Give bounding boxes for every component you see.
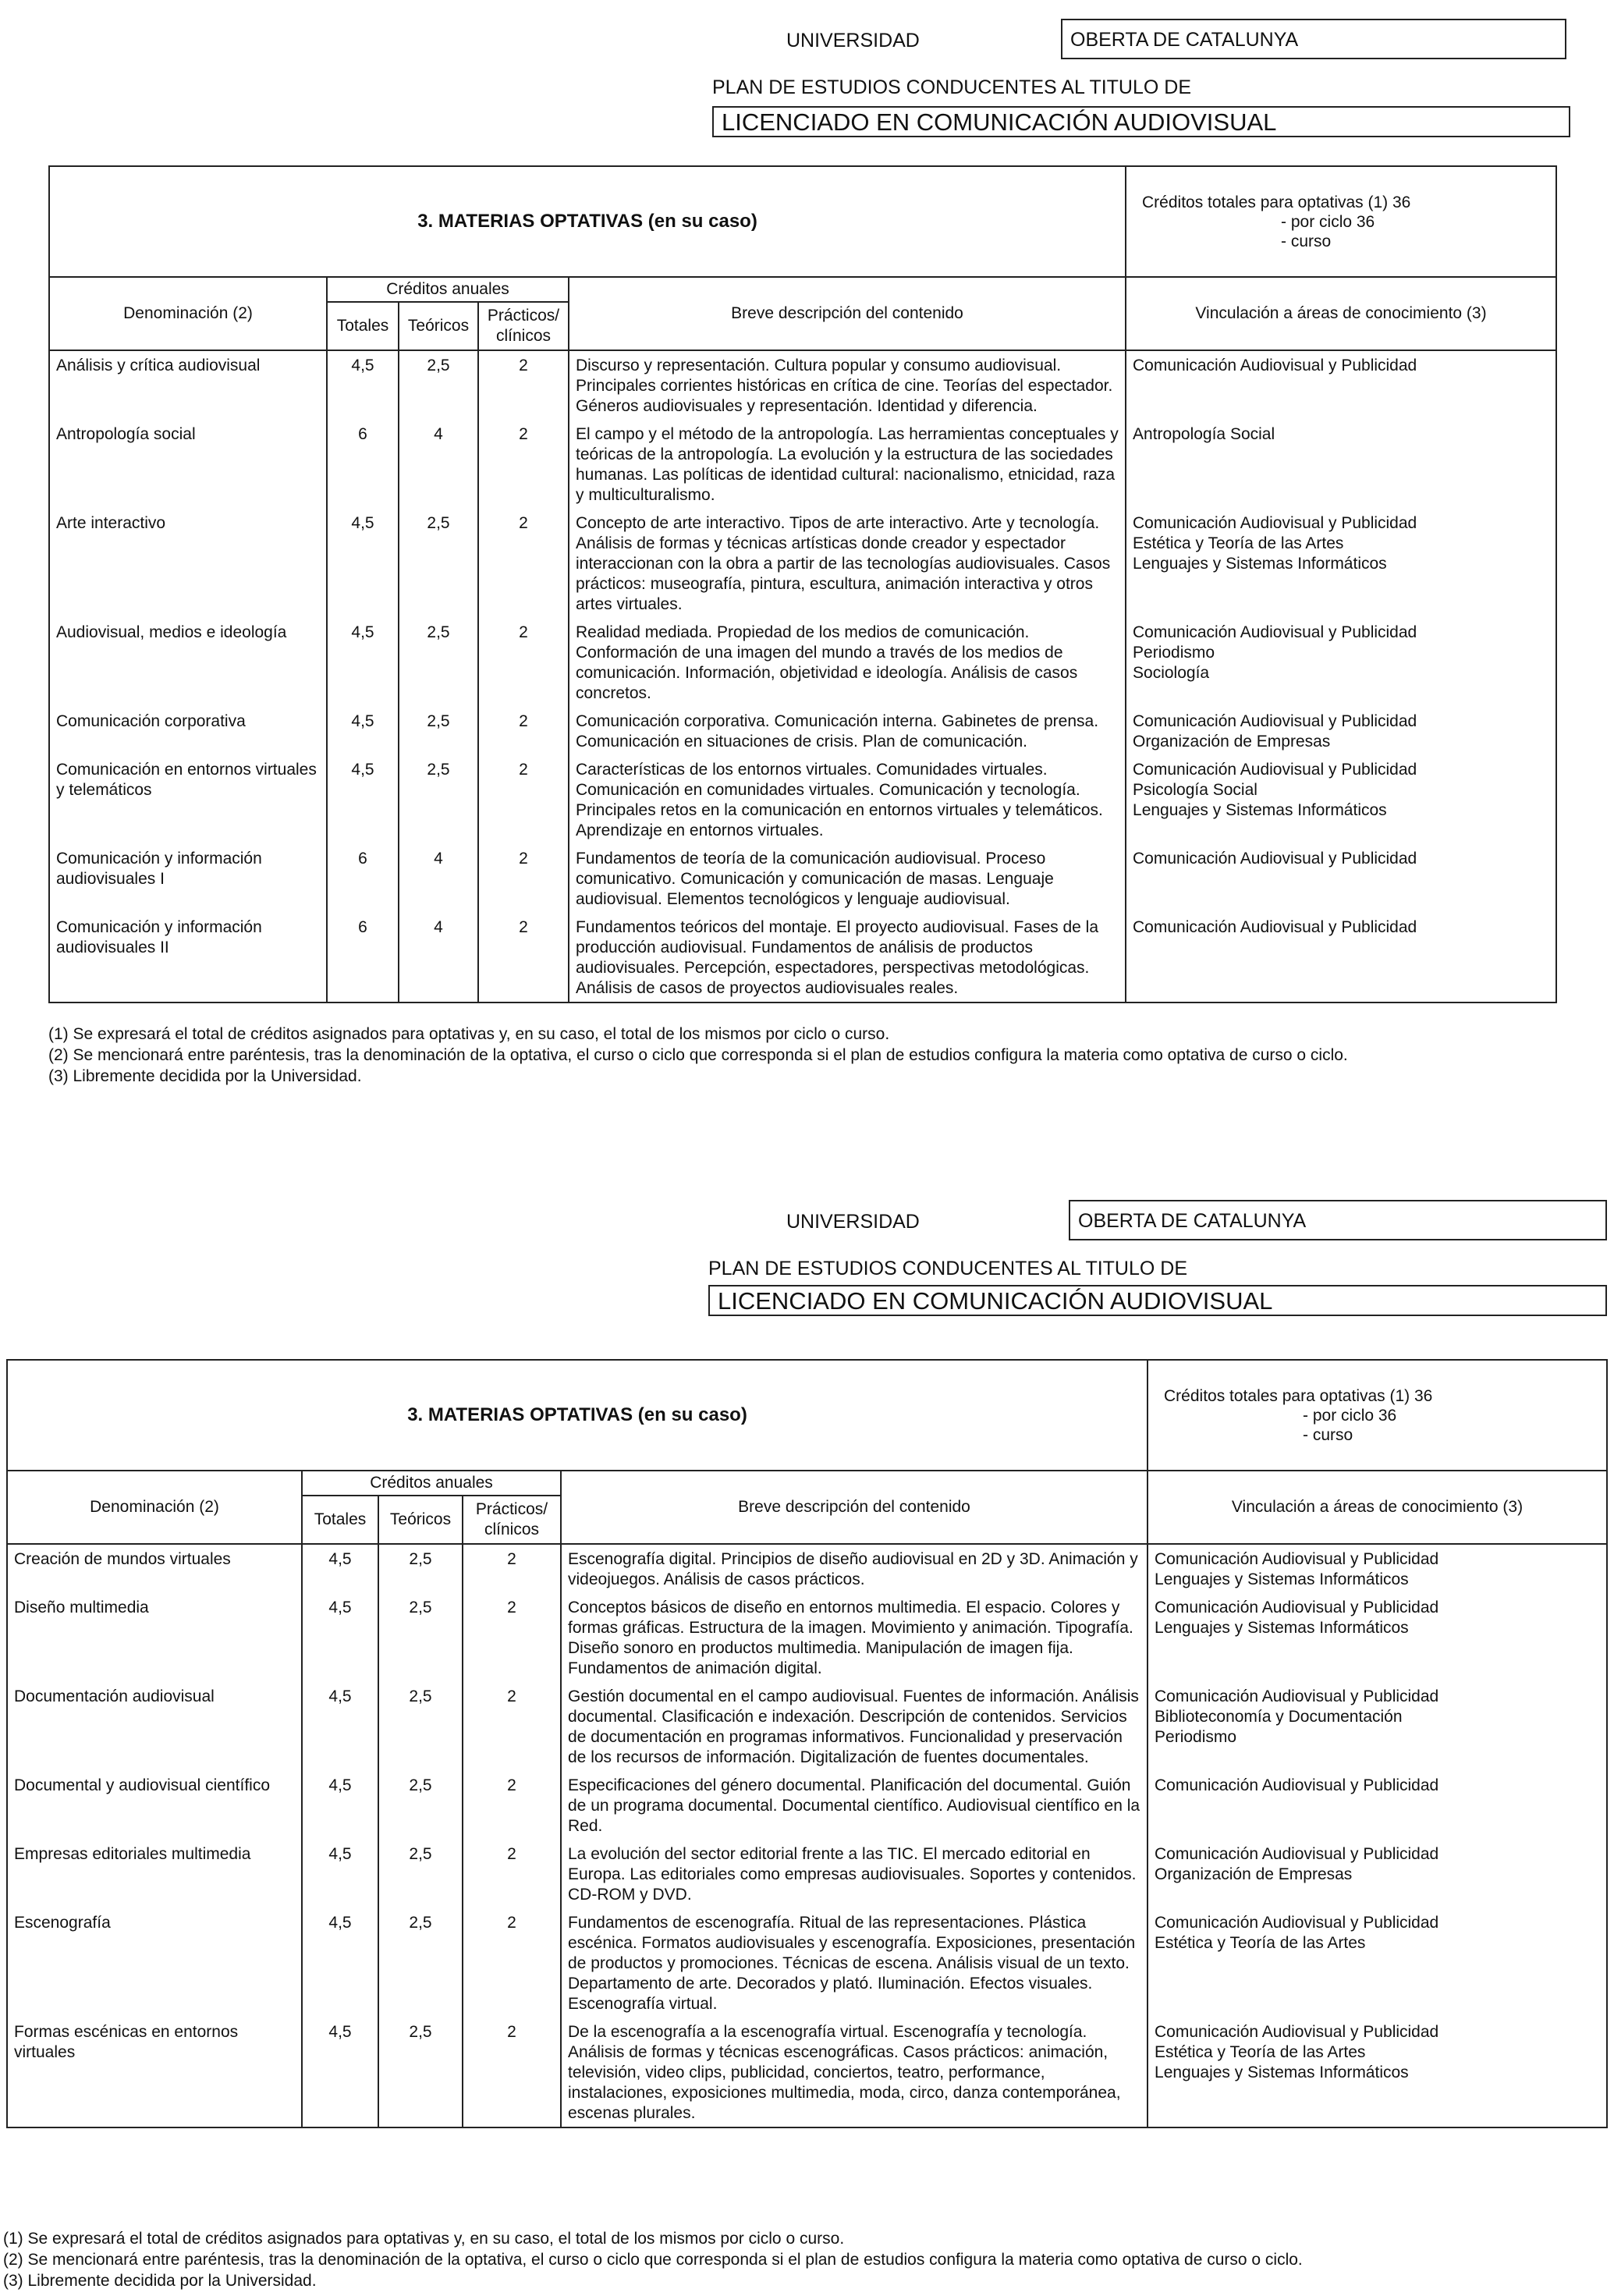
credit-totals-line3: - curso bbox=[1303, 1425, 1353, 1444]
cell-descripcion: El campo y el método de la antropología. Las herramientas conceptuales y teóricas de la antropología. La evolución y la estructura de las sociedades humanas. Las políticas de identidad cultural: nacionalismo, etnicidad, raza y multiculturalismo. bbox=[569, 420, 1126, 509]
cell-totales: 6 bbox=[327, 420, 399, 509]
table-row bbox=[7, 1771, 1607, 1840]
table-row bbox=[49, 420, 1556, 509]
cell-totales: 4,5 bbox=[302, 1771, 378, 1840]
table-row bbox=[49, 509, 1556, 618]
cell-practicos: 2 bbox=[463, 1771, 561, 1840]
cell-teoricos: 2,5 bbox=[378, 1771, 463, 1840]
footnote-3: (3) Libremente decidida por la Universidad. bbox=[48, 1067, 362, 1085]
cell-teoricos: 2,5 bbox=[378, 2017, 463, 2127]
table-row bbox=[7, 1593, 1607, 1682]
cell-descripcion: Gestión documental en el campo audiovisual. Fuentes de información. Análisis documental. Clasificación e indexación. Descripción de contenidos. Servicios de documentación en programas informativos. Funcionalidad y preservación de los recursos de información. Digitalización de fuentes documentales. bbox=[561, 1682, 1148, 1771]
credit-totals-line2: - por ciclo 36 bbox=[1303, 1406, 1397, 1425]
table-row bbox=[49, 913, 1556, 1003]
cell-teoricos: 2,5 bbox=[399, 755, 478, 844]
cell-teoricos: 2,5 bbox=[399, 618, 478, 707]
footnote-2: (2) Se mencionará entre paréntesis, tras la denominación de la optativa, el curso o ciclo que corresponda si el plan de estudios configura la materia como optativa de curso o ciclo. bbox=[48, 1046, 1348, 1064]
cell-denominacion: Análisis y crítica audiovisual bbox=[49, 350, 327, 420]
cell-teoricos: 2,5 bbox=[378, 1593, 463, 1682]
table-title: 3. MATERIAS OPTATIVAS (en su caso) bbox=[7, 1360, 1148, 1471]
table-row bbox=[49, 755, 1556, 844]
cell-denominacion: Antropología social bbox=[49, 420, 327, 509]
cell-descripcion: Especificaciones del género documental. Planificación del documental. Guión de un programa documental. Documental científico. Audiovisual científico en la Red. bbox=[561, 1771, 1148, 1840]
table-row bbox=[49, 844, 1556, 913]
cell-totales: 4,5 bbox=[302, 1544, 378, 1593]
col-header-teoricos: Teóricos bbox=[399, 302, 478, 350]
cell-descripcion: La evolución del sector editorial frente a las TIC. El mercado editorial en Europa. Las editoriales como empresas audiovisuales. Soportes y contenidos. CD-ROM y DVD. bbox=[561, 1840, 1148, 1908]
table-title: 3. MATERIAS OPTATIVAS (en su caso) bbox=[49, 166, 1126, 277]
cell-vinculacion: Comunicación Audiovisual y Publicidad bbox=[1126, 350, 1556, 420]
table-row bbox=[49, 618, 1556, 707]
cell-descripcion: Comunicación corporativa. Comunicación interna. Gabinetes de prensa. Comunicación en situaciones de crisis. Plan de comunicación. bbox=[569, 707, 1126, 755]
cell-teoricos: 4 bbox=[399, 913, 478, 1003]
cell-denominacion: Comunicación corporativa bbox=[49, 707, 327, 755]
credit-totals-line3: - curso bbox=[1281, 232, 1332, 250]
cell-teoricos: 4 bbox=[399, 420, 478, 509]
col-header-teoricos: Teóricos bbox=[378, 1496, 463, 1544]
cell-vinculacion: Comunicación Audiovisual y Publicidad Estética y Teoría de las Artes bbox=[1148, 1908, 1607, 2017]
cell-teoricos: 2,5 bbox=[378, 1908, 463, 2017]
cell-denominacion: Escenografía bbox=[7, 1908, 302, 2017]
footnote-1: (1) Se expresará el total de créditos asignados para optativas y, en su caso, el total de los mismos por ciclo o curso. bbox=[3, 2230, 845, 2248]
col-header-denominacion: Denominación (2) bbox=[49, 277, 327, 350]
cell-denominacion: Creación de mundos virtuales bbox=[7, 1544, 302, 1593]
cell-vinculacion: Comunicación Audiovisual y Publicidad Lenguajes y Sistemas Informáticos bbox=[1148, 1544, 1607, 1593]
degree-title-box: LICENCIADO EN COMUNICACIÓN AUDIOVISUAL bbox=[708, 1285, 1607, 1316]
cell-denominacion: Comunicación y información audiovisuales II bbox=[49, 913, 327, 1003]
credit-totals bbox=[1148, 1360, 1607, 1471]
cell-descripcion: Escenografía digital. Principios de diseño audiovisual en 2D y 3D. Animación y videojuegos. Análisis de casos prácticos. bbox=[561, 1544, 1148, 1593]
footnotes bbox=[48, 1024, 1348, 1087]
cell-teoricos: 2,5 bbox=[378, 1840, 463, 1908]
table-body bbox=[49, 350, 1556, 1003]
cell-practicos: 2 bbox=[478, 755, 569, 844]
cell-totales: 4,5 bbox=[302, 1908, 378, 2017]
cell-denominacion: Arte interactivo bbox=[49, 509, 327, 618]
col-header-vinculacion: Vinculación a áreas de conocimiento (3) bbox=[1126, 277, 1556, 350]
cell-totales: 4,5 bbox=[302, 2017, 378, 2127]
cell-vinculacion: Comunicación Audiovisual y Publicidad Estética y Teoría de las Artes Lenguajes y Sistemas Informáticos bbox=[1126, 509, 1556, 618]
cell-totales: 6 bbox=[327, 913, 399, 1003]
table-row bbox=[7, 1908, 1607, 2017]
col-header-denominacion: Denominación (2) bbox=[7, 1471, 302, 1544]
cell-descripcion: Fundamentos de escenografía. Ritual de las representaciones. Plástica escénica. Formatos audiovisuales y escenografía. Exposiciones, presentación de productos y promociones. Técnicas de escena. Análisis visual de un texto. Departamento de arte. Decorados y plató. Iluminación. Efectos visuales. Escenografía virtual. bbox=[561, 1908, 1148, 2017]
footnote-2: (2) Se mencionará entre paréntesis, tras la denominación de la optativa, el curso o ciclo que corresponda si el plan de estudios configura la materia como optativa de curso o ciclo. bbox=[3, 2251, 1303, 2269]
cell-denominacion: Diseño multimedia bbox=[7, 1593, 302, 1682]
optativas-table bbox=[48, 165, 1557, 1003]
cell-practicos: 2 bbox=[463, 1682, 561, 1771]
cell-practicos: 2 bbox=[463, 2017, 561, 2127]
universidad-label: UNIVERSIDAD bbox=[786, 30, 920, 51]
cell-vinculacion: Comunicación Audiovisual y Publicidad bbox=[1126, 844, 1556, 913]
col-header-practicos: Prácticos/ clínicos bbox=[478, 302, 569, 350]
credit-totals bbox=[1126, 166, 1556, 277]
cell-practicos: 2 bbox=[478, 420, 569, 509]
footnote-3: (3) Libremente decidida por la Universidad. bbox=[3, 2272, 317, 2290]
cell-vinculacion: Comunicación Audiovisual y Publicidad bbox=[1148, 1771, 1607, 1840]
plan-label: PLAN DE ESTUDIOS CONDUCENTES AL TITULO DE bbox=[708, 1258, 1188, 1279]
cell-vinculacion: Comunicación Audiovisual y Publicidad Lenguajes y Sistemas Informáticos bbox=[1148, 1593, 1607, 1682]
table-body bbox=[7, 1544, 1607, 2127]
cell-descripcion: Realidad mediada. Propiedad de los medios de comunicación. Conformación de una imagen del mundo a través de los medios de comunicación. Información, objetividad e ideología. Análisis de casos concretos. bbox=[569, 618, 1126, 707]
cell-teoricos: 4 bbox=[399, 844, 478, 913]
cell-descripcion: Fundamentos de teoría de la comunicación audiovisual. Proceso comunicativo. Comunicación y comunicación de masas. Lenguaje audiovisual. Elementos tecnológicos y lenguaje audiovisual. bbox=[569, 844, 1126, 913]
cell-totales: 4,5 bbox=[327, 755, 399, 844]
cell-teoricos: 2,5 bbox=[378, 1682, 463, 1771]
cell-practicos: 2 bbox=[463, 1593, 561, 1682]
cell-practicos: 2 bbox=[478, 707, 569, 755]
cell-practicos: 2 bbox=[478, 844, 569, 913]
cell-denominacion: Formas escénicas en entornos virtuales bbox=[7, 2017, 302, 2127]
cell-totales: 4,5 bbox=[327, 618, 399, 707]
cell-totales: 6 bbox=[327, 844, 399, 913]
cell-totales: 4,5 bbox=[327, 707, 399, 755]
col-header-descripcion: Breve descripción del contenido bbox=[561, 1471, 1148, 1544]
table-row bbox=[49, 350, 1556, 420]
cell-practicos: 2 bbox=[478, 618, 569, 707]
cell-denominacion: Documentación audiovisual bbox=[7, 1682, 302, 1771]
cell-totales: 4,5 bbox=[302, 1682, 378, 1771]
col-header-totales: Totales bbox=[302, 1496, 378, 1544]
table-row bbox=[49, 707, 1556, 755]
cell-vinculacion: Comunicación Audiovisual y Publicidad Organización de Empresas bbox=[1126, 707, 1556, 755]
cell-vinculacion: Comunicación Audiovisual y Publicidad Organización de Empresas bbox=[1148, 1840, 1607, 1908]
universidad-name-box: OBERTA DE CATALUNYA bbox=[1061, 19, 1566, 59]
cell-totales: 4,5 bbox=[327, 509, 399, 618]
cell-practicos: 2 bbox=[463, 1908, 561, 2017]
universidad-name-box: OBERTA DE CATALUNYA bbox=[1069, 1200, 1607, 1240]
cell-totales: 4,5 bbox=[302, 1840, 378, 1908]
cell-denominacion: Comunicación en entornos virtuales y telemáticos bbox=[49, 755, 327, 844]
cell-vinculacion: Comunicación Audiovisual y Publicidad bbox=[1126, 913, 1556, 1003]
cell-descripcion: Fundamentos teóricos del montaje. El proyecto audiovisual. Fases de la producción audiovisual. Fundamentos de análisis de productos audiovisuales. Percepción, espectadores, perspectivas metodológicas. Análisis de casos de proyectos audiovisuales reales. bbox=[569, 913, 1126, 1003]
footnote-1: (1) Se expresará el total de créditos asignados para optativas y, en su caso, el total de los mismos por ciclo o curso. bbox=[48, 1025, 890, 1043]
cell-denominacion: Comunicación y información audiovisuales I bbox=[49, 844, 327, 913]
table-row bbox=[7, 1840, 1607, 1908]
table-row bbox=[7, 1682, 1607, 1771]
cell-vinculacion: Comunicación Audiovisual y Publicidad Psicología Social Lenguajes y Sistemas Informáticos bbox=[1126, 755, 1556, 844]
cell-teoricos: 2,5 bbox=[399, 707, 478, 755]
col-header-totales: Totales bbox=[327, 302, 399, 350]
cell-descripcion: De la escenografía a la escenografía virtual. Escenografía y tecnología. Análisis de formas y técnicas escenográficas. Casos prácticos: animación, televisión, video clips, publicidad, conciertos, teatro, performance, instalaciones, exposiciones multimedia, moda, circo, danza contemporánea, escenas plurales. bbox=[561, 2017, 1148, 2127]
cell-practicos: 2 bbox=[478, 350, 569, 420]
cell-descripcion: Concepto de arte interactivo. Tipos de arte interactivo. Arte y tecnología. Análisis de formas y técnicas artísticas donde creador y espectador interaccionan con la obra a partir de las tecnologías audiovisuales. Casos prácticos: museografía, pintura, escultura, animación interactiva y otros artes virtuales. bbox=[569, 509, 1126, 618]
cell-vinculacion: Comunicación Audiovisual y Publicidad Estética y Teoría de las Artes Lenguajes y Sistemas Informáticos bbox=[1148, 2017, 1607, 2127]
col-header-practicos: Prácticos/ clínicos bbox=[463, 1496, 561, 1544]
credit-totals-line1: Créditos totales para optativas (1) 36 bbox=[1142, 193, 1411, 211]
plan-label: PLAN DE ESTUDIOS CONDUCENTES AL TITULO DE bbox=[712, 76, 1192, 98]
degree-title-box: LICENCIADO EN COMUNICACIÓN AUDIOVISUAL bbox=[712, 106, 1570, 137]
cell-denominacion: Audiovisual, medios e ideología bbox=[49, 618, 327, 707]
cell-descripcion: Discurso y representación. Cultura popular y consumo audiovisual. Principales corrientes históricas en crítica de cine. Teorías del espectador. Géneros audiovisuales y representación. Identidad y diferencia. bbox=[569, 350, 1126, 420]
universidad-label: UNIVERSIDAD bbox=[786, 1211, 920, 1233]
cell-practicos: 2 bbox=[478, 509, 569, 618]
cell-vinculacion: Comunicación Audiovisual y Publicidad Periodismo Sociología bbox=[1126, 618, 1556, 707]
cell-practicos: 2 bbox=[463, 1840, 561, 1908]
optativas-table bbox=[6, 1359, 1608, 2128]
credit-totals-line1: Créditos totales para optativas (1) 36 bbox=[1164, 1386, 1433, 1405]
cell-denominacion: Empresas editoriales multimedia bbox=[7, 1840, 302, 1908]
col-header-vinculacion: Vinculación a áreas de conocimiento (3) bbox=[1148, 1471, 1607, 1544]
credit-totals-line2: - por ciclo 36 bbox=[1281, 212, 1375, 231]
cell-descripcion: Características de los entornos virtuales. Comunidades virtuales. Comunicación en comunidades virtuales. Comunicación y tecnología. Principales retos en la comunicación en entornos virtuales y telemáticos. Aprendizaje en entornos virtuales. bbox=[569, 755, 1126, 844]
table-row bbox=[7, 1544, 1607, 1593]
cell-vinculacion: Antropología Social bbox=[1126, 420, 1556, 509]
cell-practicos: 2 bbox=[478, 913, 569, 1003]
footnotes bbox=[3, 2228, 1303, 2291]
col-header-descripcion: Breve descripción del contenido bbox=[569, 277, 1126, 350]
cell-teoricos: 2,5 bbox=[399, 350, 478, 420]
cell-descripcion: Conceptos básicos de diseño en entornos multimedia. El espacio. Colores y formas gráficas. Estructura de la imagen. Movimiento y animación. Tipografía. Diseño sonoro en productos multimedia. Manipulación de imagen fija. Fundamentos de animación digital. bbox=[561, 1593, 1148, 1682]
cell-totales: 4,5 bbox=[327, 350, 399, 420]
cell-teoricos: 2,5 bbox=[399, 509, 478, 618]
cell-teoricos: 2,5 bbox=[378, 1544, 463, 1593]
cell-practicos: 2 bbox=[463, 1544, 561, 1593]
cell-vinculacion: Comunicación Audiovisual y Publicidad Biblioteconomía y Documentación Periodismo bbox=[1148, 1682, 1607, 1771]
col-header-creditos-anuales: Créditos anuales bbox=[302, 1471, 561, 1496]
cell-totales: 4,5 bbox=[302, 1593, 378, 1682]
cell-denominacion: Documental y audiovisual científico bbox=[7, 1771, 302, 1840]
table-row bbox=[7, 2017, 1607, 2127]
col-header-creditos-anuales: Créditos anuales bbox=[327, 277, 569, 302]
